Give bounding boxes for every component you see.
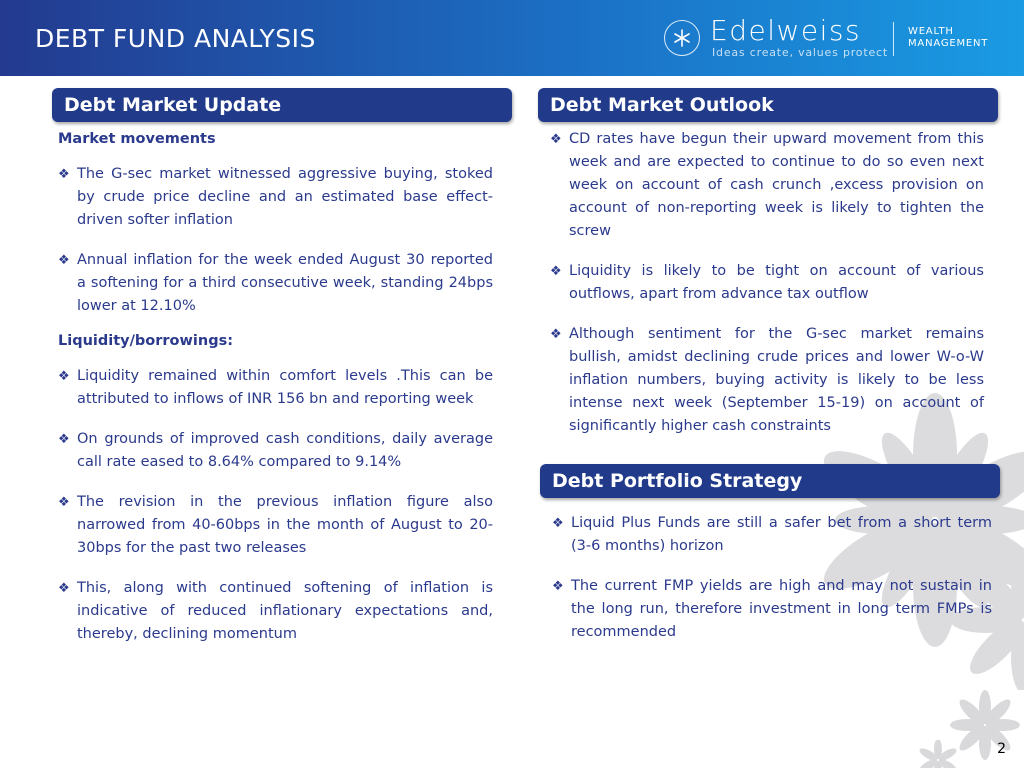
diamond-bullet-icon: ❖ bbox=[58, 432, 70, 447]
diamond-bullet-icon: ❖ bbox=[550, 264, 562, 279]
diamond-bullet-icon: ❖ bbox=[58, 253, 70, 268]
diamond-bullet-icon: ❖ bbox=[550, 327, 562, 342]
list-item bbox=[58, 491, 493, 560]
logo-wealth-management bbox=[908, 26, 1003, 50]
bullet-text: Although sentiment for the G-sec market remains bullish, amidst declining crude prices and lower W-o-W inflation numbers, buying activity is likely to be less intense next week (September 15-19) on account of significantly higher cash constraints bbox=[569, 326, 984, 434]
debt-portfolio-strategy-section bbox=[552, 512, 992, 661]
logo-divider bbox=[893, 22, 894, 56]
list-item bbox=[550, 323, 984, 438]
list-item bbox=[58, 365, 493, 411]
bullet-text: Annual inflation for the week ended August 30 reported a softening for a third consecutive week, standing 24bps lower at 12.10% bbox=[77, 252, 493, 314]
list-item bbox=[552, 575, 992, 644]
page-number: 2 bbox=[997, 741, 1006, 757]
debt-market-outlook-section bbox=[550, 128, 984, 455]
liquidity-borrowings-subhead: Liquidity/borrowings: bbox=[58, 333, 234, 349]
debt-portfolio-strategy-heading: Debt Portfolio Strategy bbox=[540, 464, 1000, 498]
bullet-text: The G-sec market witnessed aggressive buying, stoked by crude price decline and an estimated base effect-driven softer inflation bbox=[77, 166, 493, 228]
bullet-text: Liquid Plus Funds are still a safer bet from a short term (3-6 months) horizon bbox=[571, 515, 992, 554]
snowflake-icon bbox=[664, 20, 700, 56]
list-item bbox=[550, 128, 984, 243]
debt-market-update-heading: Debt Market Update bbox=[52, 88, 512, 122]
flower-decoration-small bbox=[950, 690, 1020, 760]
diamond-bullet-icon: ❖ bbox=[58, 369, 70, 384]
list-item bbox=[58, 577, 493, 646]
bullet-text: The revision in the previous inflation figure also narrowed from 40-60bps in the month of August to 20-30bps for the past two releases bbox=[77, 494, 493, 556]
edelweiss-logo bbox=[664, 16, 1004, 62]
bullet-text: The current FMP yields are high and may not sustain in the long run, therefore investment in long term FMPs is recommended bbox=[571, 578, 992, 640]
diamond-bullet-icon: ❖ bbox=[552, 579, 564, 594]
bullet-text: On grounds of improved cash conditions, daily average call rate eased to 8.64% compared to 9.14% bbox=[77, 431, 493, 470]
logo-tagline: Ideas create, values protect bbox=[712, 46, 888, 59]
logo-wealth: WEALTH bbox=[908, 26, 954, 37]
diamond-bullet-icon: ❖ bbox=[58, 581, 70, 596]
list-item bbox=[58, 163, 493, 232]
market-movements-subhead: Market movements bbox=[58, 131, 216, 147]
bullet-text: This, along with continued softening of inflation is indicative of reduced inflationary expectations and, thereby, declining momentum bbox=[77, 580, 493, 642]
logo-name: Edelweiss bbox=[710, 14, 862, 47]
header-bar bbox=[0, 0, 1024, 76]
diamond-bullet-icon: ❖ bbox=[58, 167, 70, 182]
debt-market-update-section bbox=[58, 128, 493, 663]
logo-management: MANAGEMENT bbox=[908, 38, 989, 49]
list-item bbox=[58, 249, 493, 318]
flower-decoration-tiny bbox=[918, 740, 958, 768]
bullet-text: CD rates have begun their upward movement from this week and are expected to continue to do so even next week on account of cash crunch ,excess provision on account of non-reporting week is likely to tighten the screw bbox=[569, 131, 984, 239]
list-item bbox=[58, 428, 493, 474]
page-title: DEBT FUND ANALYSIS bbox=[35, 24, 316, 53]
diamond-bullet-icon: ❖ bbox=[550, 132, 562, 147]
list-item bbox=[552, 512, 992, 558]
diamond-bullet-icon: ❖ bbox=[58, 495, 70, 510]
bullet-text: Liquidity remained within comfort levels .This can be attributed to inflows of INR 156 bn and reporting week bbox=[77, 368, 493, 407]
bullet-text: Liquidity is likely to be tight on account of various outflows, apart from advance tax outflow bbox=[569, 263, 984, 302]
diamond-bullet-icon: ❖ bbox=[552, 516, 564, 531]
list-item bbox=[550, 260, 984, 306]
debt-market-outlook-heading: Debt Market Outlook bbox=[538, 88, 998, 122]
